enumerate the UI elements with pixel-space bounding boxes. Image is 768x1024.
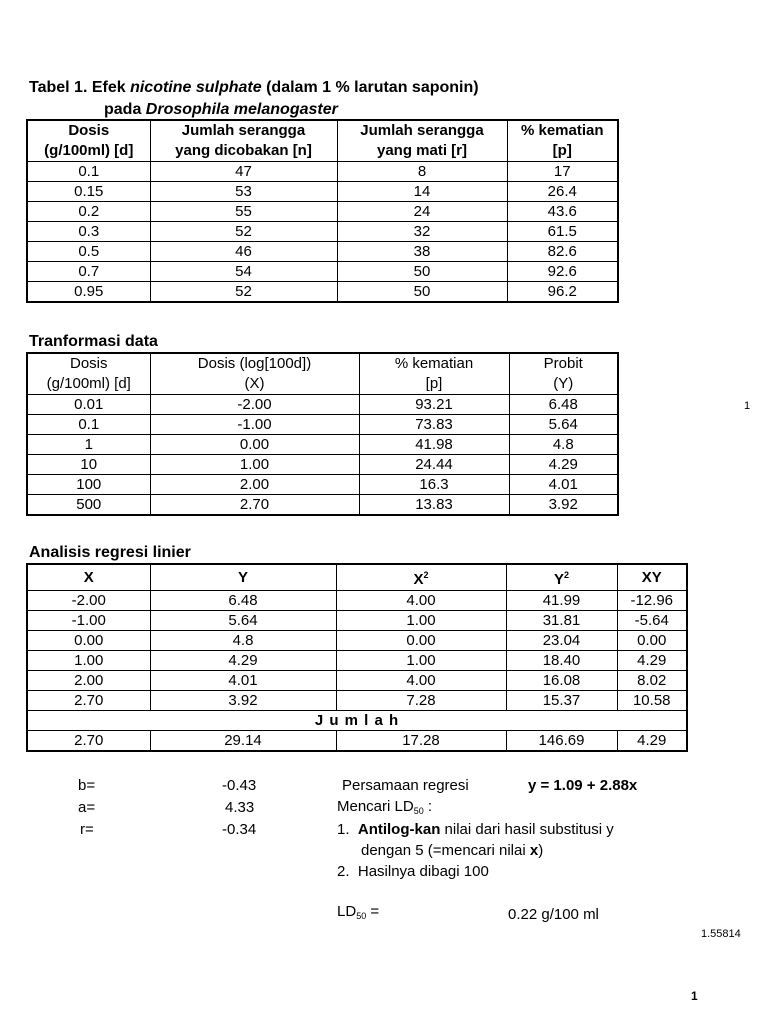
a-label: a= bbox=[78, 799, 96, 816]
r-label: r= bbox=[80, 821, 94, 838]
table3-header-x: X bbox=[27, 564, 150, 591]
table3-sum-cell: 4.29 bbox=[617, 731, 687, 752]
table3-row bbox=[27, 611, 687, 631]
table2-row bbox=[27, 495, 618, 516]
table2-row-cell: 100 bbox=[27, 475, 150, 495]
table3-row-cell: 41.99 bbox=[506, 591, 617, 611]
table3-row bbox=[27, 691, 687, 711]
table2-row bbox=[27, 475, 618, 495]
table3-sum-cell: 17.28 bbox=[336, 731, 506, 752]
table1-row-cell: 32 bbox=[337, 222, 507, 242]
table3-row-cell: 16.08 bbox=[506, 671, 617, 691]
table3-sum-cell: 146.69 bbox=[506, 731, 617, 752]
table2-row-cell: 6.48 bbox=[509, 395, 618, 415]
table3-row-cell: 31.81 bbox=[506, 611, 617, 631]
side-value: 1.55814 bbox=[701, 928, 741, 940]
table3 bbox=[26, 563, 688, 752]
table2-title: Tranformasi data bbox=[29, 333, 158, 350]
table2-row-cell: 13.83 bbox=[359, 495, 509, 516]
table3-sum-label: J u m l a h bbox=[27, 711, 687, 731]
table2-row bbox=[27, 395, 618, 415]
table2-row-cell: 1 bbox=[27, 435, 150, 455]
table2 bbox=[26, 352, 619, 516]
table3-row-cell: 0.00 bbox=[27, 631, 150, 651]
table1-header-cell: Jumlah serangga yang dicobakan [n] bbox=[150, 120, 337, 162]
table3-title: Analisis regresi linier bbox=[29, 544, 191, 561]
table1-row-cell: 92.6 bbox=[507, 262, 618, 282]
table3-row-cell: 18.40 bbox=[506, 651, 617, 671]
table1-row-cell: 50 bbox=[337, 262, 507, 282]
b-value: -0.43 bbox=[222, 777, 257, 794]
table3-row-cell: 10.58 bbox=[617, 691, 687, 711]
table1-row-cell: 52 bbox=[150, 222, 337, 242]
table3-row-cell: 2.00 bbox=[27, 671, 150, 691]
table1-row-cell: 46 bbox=[150, 242, 337, 262]
table1-row-cell: 0.5 bbox=[27, 242, 150, 262]
table2-row-cell: 41.98 bbox=[359, 435, 509, 455]
table2-row-cell: 93.21 bbox=[359, 395, 509, 415]
table2-header-cell: % kematian [p] bbox=[359, 353, 509, 395]
table1-header-cell: Jumlah serangga yang mati [r] bbox=[337, 120, 507, 162]
table2-row-cell: 4.8 bbox=[509, 435, 618, 455]
ld50-heading: Mencari $LD_{50}$ : bbox=[337, 798, 433, 816]
ld50-result-label: $LD_{50}$ = bbox=[337, 903, 380, 921]
table3-row-cell: 3.92 bbox=[150, 691, 336, 711]
table3-row-cell: 1.00 bbox=[27, 651, 150, 671]
table1-title-line2: pada Drosophila melanogaster bbox=[104, 101, 338, 118]
table1-row-cell: 82.6 bbox=[507, 242, 618, 262]
step-1: 1. Antilog-kan nilai dari hasil substitusi y bbox=[337, 821, 614, 838]
table1-header-cell: % kematian [p] bbox=[507, 120, 618, 162]
table3-sum-cell: 2.70 bbox=[27, 731, 150, 752]
table1-row-cell: 24 bbox=[337, 202, 507, 222]
table3-row-cell: 4.29 bbox=[150, 651, 336, 671]
table3-row bbox=[27, 671, 687, 691]
table1-row-cell: 54 bbox=[150, 262, 337, 282]
table1-row-cell: 55 bbox=[150, 202, 337, 222]
table3-row-cell: 23.04 bbox=[506, 631, 617, 651]
table3-header-row bbox=[27, 564, 687, 591]
table2-row-cell: 5.64 bbox=[509, 415, 618, 435]
table1-row bbox=[27, 262, 618, 282]
table1-row-cell: 8 bbox=[337, 162, 507, 182]
page-number: 1 bbox=[691, 989, 698, 1003]
table1-row-cell: 38 bbox=[337, 242, 507, 262]
r-value: -0.34 bbox=[222, 821, 257, 838]
table1-row-cell: 53 bbox=[150, 182, 337, 202]
table1-row-cell: 50 bbox=[337, 282, 507, 303]
table3-row-cell: 4.00 bbox=[336, 671, 506, 691]
table3-header-y2: $Y^2$ bbox=[506, 564, 617, 591]
table2-row-cell: 73.83 bbox=[359, 415, 509, 435]
table3-row-cell: 0.00 bbox=[336, 631, 506, 651]
table3-row-cell: -12.96 bbox=[617, 591, 687, 611]
table2-row bbox=[27, 455, 618, 475]
table1-row-cell: 17 bbox=[507, 162, 618, 182]
table1-row bbox=[27, 202, 618, 222]
table2-header-row bbox=[27, 353, 618, 395]
table3-row-cell: 15.37 bbox=[506, 691, 617, 711]
table3-row-cell: -5.64 bbox=[617, 611, 687, 631]
table3-row-cell: 4.8 bbox=[150, 631, 336, 651]
table2-row bbox=[27, 435, 618, 455]
table2-row-cell: 500 bbox=[27, 495, 150, 516]
table1-row-cell: 0.3 bbox=[27, 222, 150, 242]
table3-sum-row bbox=[27, 731, 687, 752]
table3-row-cell: 6.48 bbox=[150, 591, 336, 611]
table3-row-cell: 1.00 bbox=[336, 611, 506, 631]
table1-row-cell: 52 bbox=[150, 282, 337, 303]
table2-header-cell: Probit (Y) bbox=[509, 353, 618, 395]
table1-row bbox=[27, 242, 618, 262]
table1 bbox=[26, 119, 619, 303]
table3-row-cell: 5.64 bbox=[150, 611, 336, 631]
table1-row bbox=[27, 182, 618, 202]
table2-row-cell: 24.44 bbox=[359, 455, 509, 475]
table2-row-cell: 2.00 bbox=[150, 475, 359, 495]
table3-row-cell: 7.28 bbox=[336, 691, 506, 711]
table2-header-cell: Dosis (log[100d]) (X) bbox=[150, 353, 359, 395]
table1-row-cell: 0.15 bbox=[27, 182, 150, 202]
table2-row-cell: 3.92 bbox=[509, 495, 618, 516]
table2-row-cell: 2.70 bbox=[150, 495, 359, 516]
table3-row-cell: 4.01 bbox=[150, 671, 336, 691]
table3-row-cell: -2.00 bbox=[27, 591, 150, 611]
table2-row-cell: 0.1 bbox=[27, 415, 150, 435]
table2-row-cell: 0.00 bbox=[150, 435, 359, 455]
table2-row-cell: -2.00 bbox=[150, 395, 359, 415]
table1-row-cell: 0.7 bbox=[27, 262, 150, 282]
side-note: 1 bbox=[744, 400, 751, 412]
table3-sum-cell: 29.14 bbox=[150, 731, 336, 752]
table1-row bbox=[27, 222, 618, 242]
table1-row-cell: 0.2 bbox=[27, 202, 150, 222]
table1-row-cell: 0.95 bbox=[27, 282, 150, 303]
table2-row-cell: 4.01 bbox=[509, 475, 618, 495]
table2-row-cell: -1.00 bbox=[150, 415, 359, 435]
table1-row-cell: 14 bbox=[337, 182, 507, 202]
ld50-result-value: 0.22 g/100 ml bbox=[508, 906, 599, 923]
table3-row-cell: 2.70 bbox=[27, 691, 150, 711]
step-2: 2. Hasilnya dibagi 100 bbox=[337, 863, 489, 880]
table3-header-y: Y bbox=[150, 564, 336, 591]
table3-row-cell: 1.00 bbox=[336, 651, 506, 671]
table3-header-xy: XY bbox=[617, 564, 687, 591]
table1-row-cell: 96.2 bbox=[507, 282, 618, 303]
table1-row-cell: 26.4 bbox=[507, 182, 618, 202]
regression-equation: y = 1.09 + 2.88x bbox=[528, 777, 638, 794]
table1-row-cell: 47 bbox=[150, 162, 337, 182]
table1-header-row bbox=[27, 120, 618, 162]
table1-row bbox=[27, 162, 618, 182]
table1-title: Tabel 1. Efek nicotine sulphate (dalam 1 % larutan saponin) bbox=[29, 79, 479, 96]
table3-row-cell: 0.00 bbox=[617, 631, 687, 651]
table1-row-cell: 43.6 bbox=[507, 202, 618, 222]
table1-header-cell: Dosis (g/100ml) [d] bbox=[27, 120, 150, 162]
table3-row-cell: 8.02 bbox=[617, 671, 687, 691]
table3-sum-label-row bbox=[27, 711, 687, 731]
table2-row-cell: 10 bbox=[27, 455, 150, 475]
b-label: b= bbox=[78, 777, 96, 794]
table2-row bbox=[27, 415, 618, 435]
table2-row-cell: 1.00 bbox=[150, 455, 359, 475]
table3-row bbox=[27, 631, 687, 651]
table3-row-cell: 4.29 bbox=[617, 651, 687, 671]
table2-row-cell: 0.01 bbox=[27, 395, 150, 415]
table3-row-cell: 4.00 bbox=[336, 591, 506, 611]
table3-row-cell: -1.00 bbox=[27, 611, 150, 631]
table2-row-cell: 4.29 bbox=[509, 455, 618, 475]
table3-row bbox=[27, 651, 687, 671]
regression-equation-label: Persamaan regresi bbox=[342, 777, 469, 794]
table3-row bbox=[27, 591, 687, 611]
step-1-line2: dengan 5 (=mencari nilai x) bbox=[361, 842, 544, 859]
table1-row-cell: 0.1 bbox=[27, 162, 150, 182]
table2-header-cell: Dosis (g/100ml) [d] bbox=[27, 353, 150, 395]
table1-row-cell: 61.5 bbox=[507, 222, 618, 242]
table3-header-x2: $X^2$ bbox=[336, 564, 506, 591]
table1-row bbox=[27, 282, 618, 303]
table2-row-cell: 16.3 bbox=[359, 475, 509, 495]
a-value: 4.33 bbox=[225, 799, 255, 816]
